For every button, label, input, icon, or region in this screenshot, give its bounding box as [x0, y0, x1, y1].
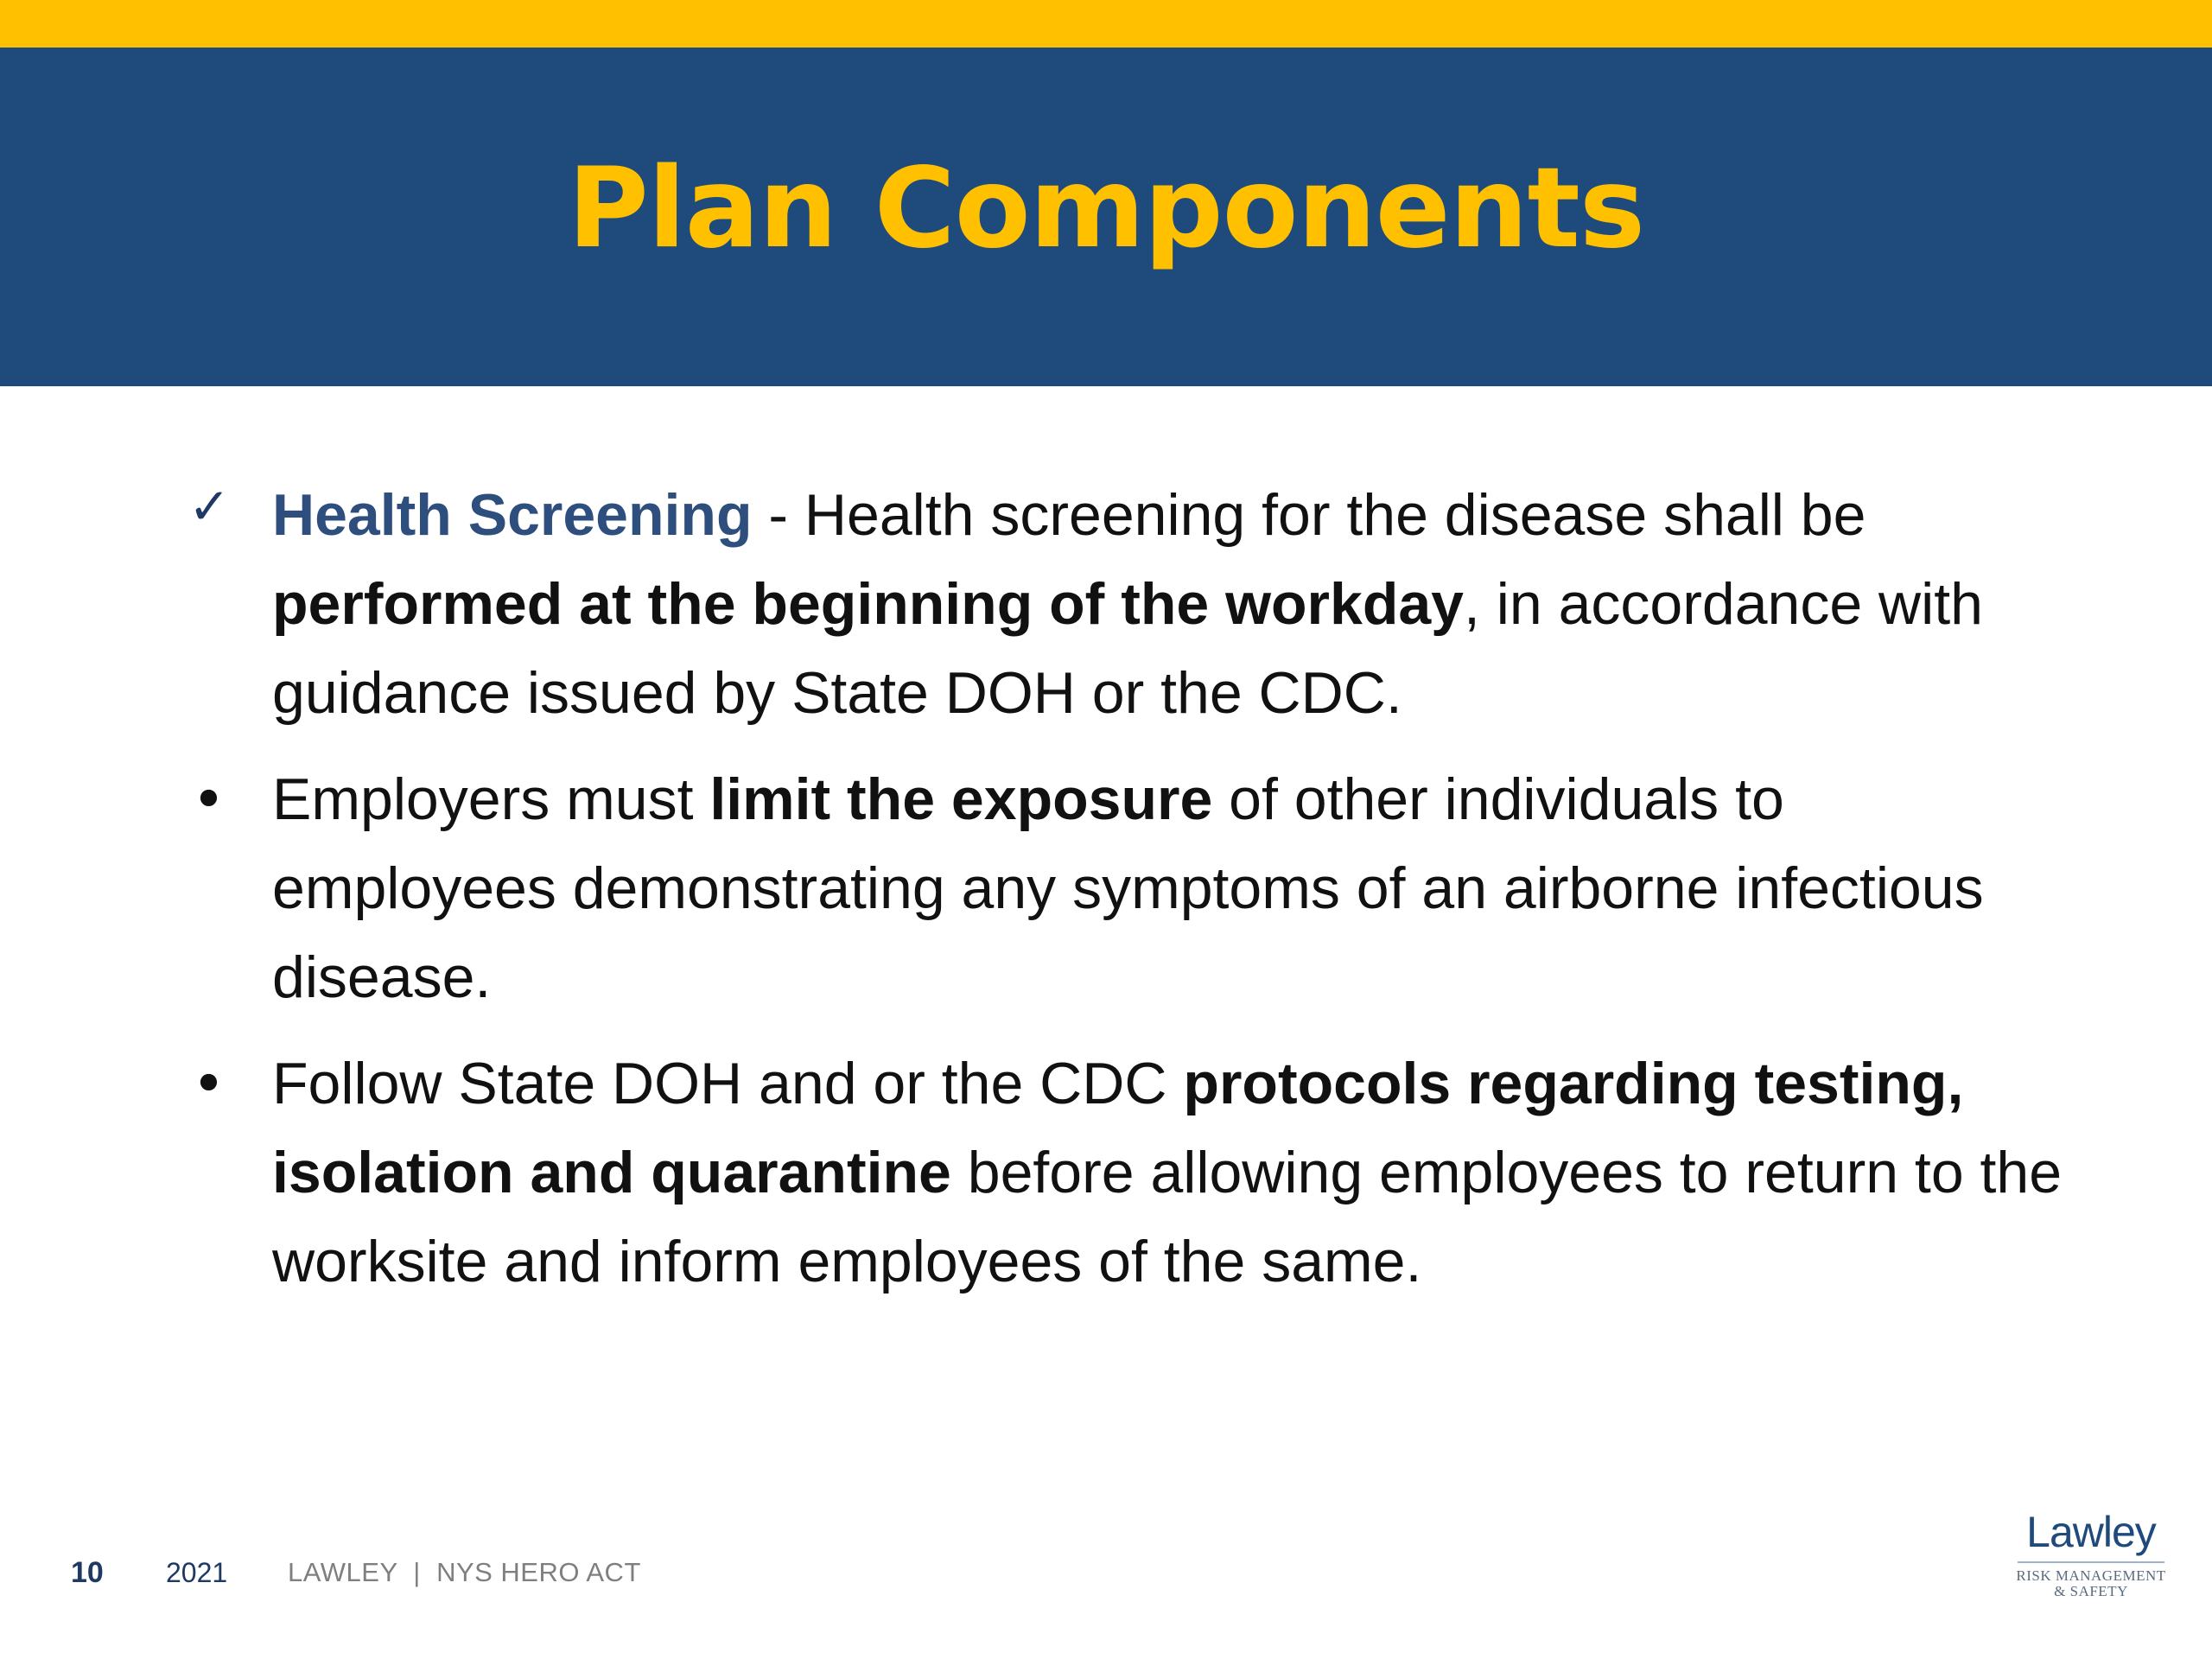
checkmark-icon: ✓ — [188, 477, 231, 536]
page-number: 10 — [71, 1556, 104, 1589]
bullet-list — [181, 471, 2065, 1324]
list-item — [181, 755, 2065, 1022]
logo-subtitle-1: RISK MANAGEMENT — [2016, 1567, 2166, 1584]
item-emphasis: performed at the beginning of the workday — [272, 571, 1464, 637]
slide-title: Plan Components — [568, 143, 1644, 273]
bullet-icon: • — [192, 766, 226, 833]
item-text: of other individuals to employees demonstrating any symptoms of an airborne infectious disease. — [272, 766, 1984, 1010]
item-text: Employers must — [272, 766, 710, 832]
list-item — [181, 1039, 2065, 1306]
footer-year: 2021 — [166, 1557, 228, 1588]
item-text: - Health screening for the disease shall be — [752, 482, 1866, 548]
logo-subtitle-2: & SAFETY — [2054, 1583, 2128, 1599]
item-emphasis: protocols regarding testing, isolation and quarantine — [272, 1051, 1964, 1205]
slide-footer — [0, 1547, 2212, 1599]
top-accent-stripe — [0, 0, 2212, 48]
item-text: Follow State DOH and or the CDC — [272, 1051, 1184, 1116]
logo-name: Lawley — [2026, 1508, 2156, 1556]
item-text: , in accordance with guidance issued by State DOH or the CDC. — [272, 571, 1983, 726]
footer-text: LAWLEY | NYS HERO ACT — [288, 1557, 641, 1587]
item-text: before allowing employees to return to the worksite and inform employees of the same. — [272, 1140, 2063, 1294]
title-band — [0, 48, 2212, 386]
logo-divider — [2018, 1561, 2164, 1563]
item-heading: Health Screening — [272, 482, 753, 548]
lawley-logo — [2005, 1508, 2177, 1620]
list-item — [181, 471, 2065, 738]
item-emphasis: limit the exposure — [709, 766, 1213, 832]
bullet-icon: • — [192, 1051, 226, 1117]
